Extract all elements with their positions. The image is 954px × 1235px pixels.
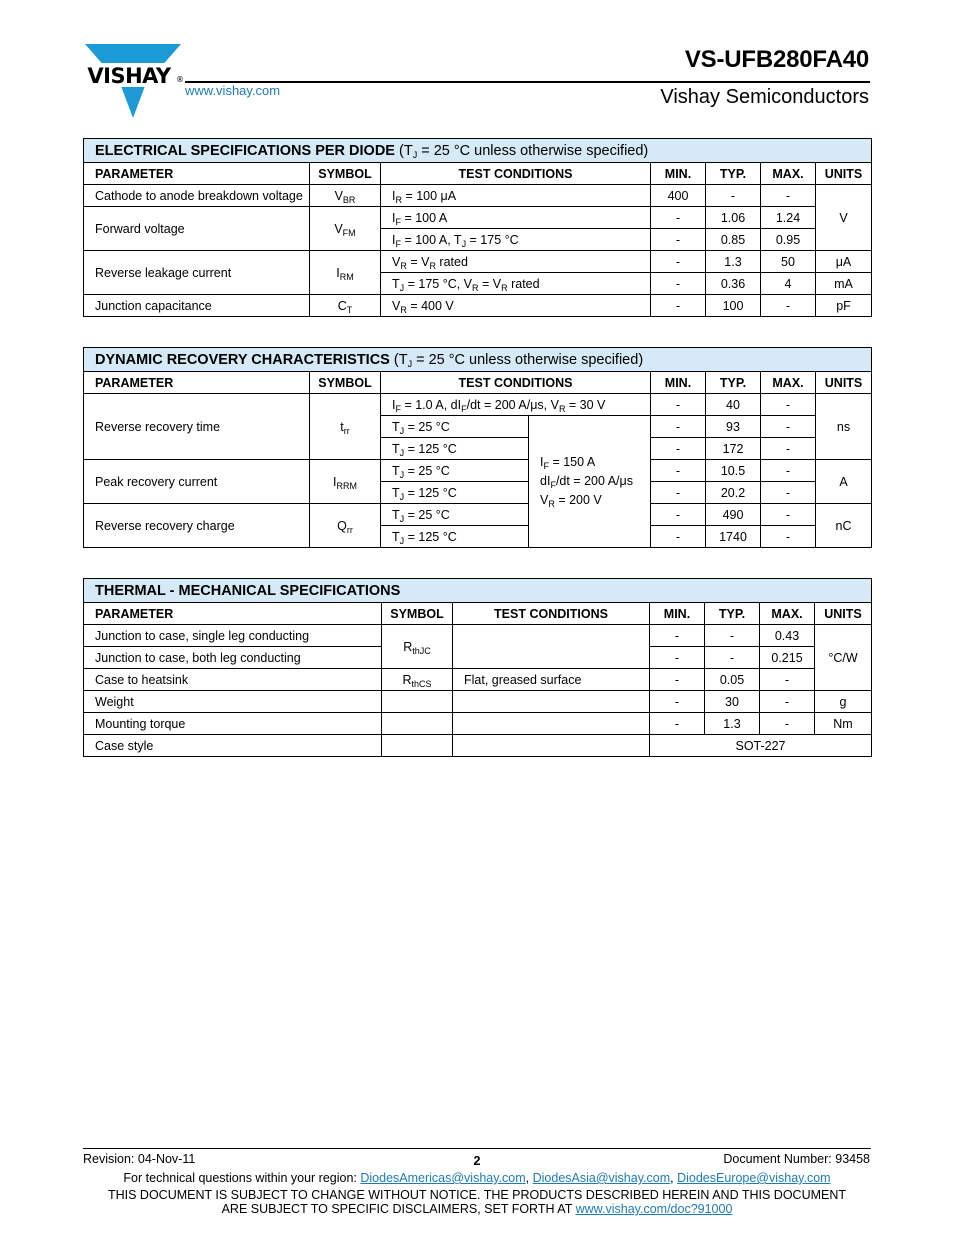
page-number: 2 bbox=[473, 1154, 481, 1168]
typ-cell: 40 bbox=[706, 394, 761, 416]
typ-cell: 20.2 bbox=[706, 482, 761, 504]
condition-cell: $I_R = 100$ μA bbox=[381, 185, 651, 207]
disclaimer-link[interactable]: www.vishay.com/doc?91000 bbox=[575, 1202, 733, 1216]
symbol-cell: $V_{FM}$ bbox=[310, 207, 381, 251]
shared-condition-line: $I_F = 150$ A bbox=[540, 455, 596, 471]
condition-cell: $T_J = 125$ °C bbox=[381, 438, 529, 460]
condition-cell: $I_F = 1.0$ A, $dI_F/dt = 200$ A/μs, $V_R = 30$ V bbox=[381, 394, 651, 416]
table-title: ELECTRICAL SPECIFICATIONS PER DIODE ($T_J = 25$ °C unless otherwise specified) bbox=[84, 139, 872, 163]
svg-text:VISHAY: VISHAY bbox=[87, 64, 171, 88]
symbol-cell: $C_T$ bbox=[310, 295, 381, 317]
typ-cell: 93 bbox=[706, 416, 761, 438]
col-min: MIN. bbox=[650, 603, 705, 625]
symbol-cell: $I_{RM}$ bbox=[310, 251, 381, 295]
footer-divider bbox=[83, 1148, 871, 1149]
symbol-cell: $V_{BR}$ bbox=[310, 185, 381, 207]
min-cell: - bbox=[650, 625, 705, 647]
units-cell: μA bbox=[816, 251, 872, 273]
column-header-row bbox=[84, 163, 872, 185]
table-row bbox=[84, 504, 872, 526]
min-cell: - bbox=[650, 647, 705, 669]
min-cell: - bbox=[651, 416, 706, 438]
condition-cell bbox=[453, 625, 650, 669]
email-americas-link[interactable]: DiodesAmericas@vishay.com bbox=[360, 1171, 526, 1185]
param-cell: Mounting torque bbox=[84, 713, 382, 735]
col-typ: TYP. bbox=[705, 603, 760, 625]
max-cell: 0.95 bbox=[761, 229, 816, 251]
typ-cell: 0.36 bbox=[706, 273, 761, 295]
min-cell: - bbox=[651, 273, 706, 295]
table-title-row bbox=[84, 348, 872, 372]
min-cell: - bbox=[651, 526, 706, 548]
col-test-conditions: TEST CONDITIONS bbox=[453, 603, 650, 625]
table-row bbox=[84, 394, 872, 416]
electrical-specifications-table bbox=[83, 138, 872, 317]
typ-cell: - bbox=[705, 625, 760, 647]
units-cell: nC bbox=[816, 504, 872, 548]
max-cell: 0.215 bbox=[760, 647, 815, 669]
min-cell: - bbox=[651, 394, 706, 416]
min-cell: - bbox=[651, 295, 706, 317]
thermal-mechanical-table bbox=[83, 578, 872, 757]
param-cell: Reverse recovery charge bbox=[84, 504, 310, 548]
units-cell: V bbox=[816, 185, 872, 251]
min-cell: - bbox=[651, 460, 706, 482]
col-max: MAX. bbox=[761, 163, 816, 185]
symbol-cell bbox=[382, 713, 453, 735]
max-cell: - bbox=[761, 295, 816, 317]
symbol-cell: $Q_{rr}$ bbox=[310, 504, 381, 548]
col-min: MIN. bbox=[651, 163, 706, 185]
max-cell: - bbox=[761, 185, 816, 207]
symbol-cell: $I_{RRM}$ bbox=[310, 460, 381, 504]
units-cell: Nm bbox=[815, 713, 872, 735]
disclaimer-line-2: ARE SUBJECT TO SPECIFIC DISCLAIMERS, SET FORTH AT www.vishay.com/doc?91000 bbox=[221, 1202, 733, 1216]
typ-cell: 172 bbox=[706, 438, 761, 460]
min-cell: - bbox=[651, 482, 706, 504]
typ-cell: 1740 bbox=[706, 526, 761, 548]
min-cell: - bbox=[651, 251, 706, 273]
symbol-cell bbox=[382, 735, 453, 757]
table-row bbox=[84, 669, 872, 691]
min-cell: - bbox=[651, 504, 706, 526]
max-cell: - bbox=[760, 713, 815, 735]
typ-cell: 30 bbox=[705, 691, 760, 713]
table-row bbox=[84, 735, 872, 757]
param-cell: Peak recovery current bbox=[84, 460, 310, 504]
condition-cell bbox=[453, 713, 650, 735]
condition-cell: $V_R = 400$ V bbox=[381, 295, 651, 317]
table-row bbox=[84, 713, 872, 735]
max-cell: - bbox=[761, 416, 816, 438]
contact-line: For technical questions within your region: DiodesAmericas@vishay.com, DiodesAsia@vishay.com, DiodesEurope@vishay.com bbox=[123, 1171, 831, 1185]
email-europe-link[interactable]: DiodesEurope@vishay.com bbox=[677, 1171, 831, 1185]
condition-cell: $I_F = 100$ A, $T_J = 175$ °C bbox=[381, 229, 651, 251]
email-asia-link[interactable]: DiodesAsia@vishay.com bbox=[532, 1171, 671, 1185]
table-row bbox=[84, 625, 872, 647]
min-cell: - bbox=[651, 229, 706, 251]
min-cell: - bbox=[650, 713, 705, 735]
col-symbol: SYMBOL bbox=[310, 372, 381, 394]
table-title-row bbox=[84, 139, 872, 163]
units-cell: g bbox=[815, 691, 872, 713]
max-cell: - bbox=[761, 526, 816, 548]
units-cell: pF bbox=[816, 295, 872, 317]
typ-cell: 1.3 bbox=[705, 713, 760, 735]
disclaimer-line-1: THIS DOCUMENT IS SUBJECT TO CHANGE WITHOUT NOTICE. THE PRODUCTS DESCRIBED HEREIN AND THIS DOCUMENT bbox=[107, 1188, 847, 1202]
shared-condition-cell bbox=[529, 416, 651, 548]
param-cell: Cathode to anode breakdown voltage bbox=[84, 185, 310, 207]
condition-cell: $I_F = 100$ A bbox=[381, 207, 651, 229]
max-cell: - bbox=[761, 460, 816, 482]
table-row bbox=[84, 185, 872, 207]
condition-cell bbox=[453, 735, 650, 757]
table-row bbox=[84, 460, 872, 482]
param-cell: Junction to case, single leg conducting bbox=[84, 625, 382, 647]
max-cell: 50 bbox=[761, 251, 816, 273]
param-cell: Reverse leakage current bbox=[84, 251, 310, 295]
col-parameter: PARAMETER bbox=[84, 372, 310, 394]
table-row bbox=[84, 691, 872, 713]
symbol-cell bbox=[382, 691, 453, 713]
col-typ: TYP. bbox=[706, 163, 761, 185]
param-cell: Junction capacitance bbox=[84, 295, 310, 317]
col-units: UNITS bbox=[816, 163, 872, 185]
min-cell: - bbox=[651, 438, 706, 460]
vishay-logo bbox=[83, 44, 183, 125]
col-parameter: PARAMETER bbox=[84, 603, 382, 625]
max-cell: 1.24 bbox=[761, 207, 816, 229]
case-style-value: SOT-227 bbox=[650, 735, 872, 757]
max-cell: 0.43 bbox=[760, 625, 815, 647]
col-typ: TYP. bbox=[706, 372, 761, 394]
revision-date: Revision: 04-Nov-11 bbox=[83, 1152, 196, 1166]
condition-cell bbox=[453, 691, 650, 713]
units-cell: A bbox=[816, 460, 872, 504]
contact-prefix: For technical questions within your region: bbox=[123, 1171, 361, 1185]
col-min: MIN. bbox=[651, 372, 706, 394]
param-cell: Case to heatsink bbox=[84, 669, 382, 691]
min-cell: - bbox=[650, 691, 705, 713]
dynamic-recovery-table bbox=[83, 347, 872, 548]
typ-cell: - bbox=[705, 647, 760, 669]
part-number-title: VS-UFB280FA40 bbox=[684, 46, 869, 73]
col-symbol: SYMBOL bbox=[382, 603, 453, 625]
table-title: DYNAMIC RECOVERY CHARACTERISTICS ($T_J = 25$ °C unless otherwise specified) bbox=[84, 348, 872, 372]
company-name: Vishay Semiconductors bbox=[660, 86, 869, 108]
condition-cell: $T_J = 125$ °C bbox=[381, 482, 529, 504]
col-symbol: SYMBOL bbox=[310, 163, 381, 185]
units-cell: ns bbox=[816, 394, 872, 460]
typ-cell: 490 bbox=[706, 504, 761, 526]
col-units: UNITS bbox=[815, 603, 872, 625]
table-row bbox=[84, 295, 872, 317]
param-cell: Case style bbox=[84, 735, 382, 757]
table-title: THERMAL - MECHANICAL SPECIFICATIONS bbox=[84, 579, 872, 603]
param-cell: Junction to case, both leg conducting bbox=[84, 647, 382, 669]
column-header-row bbox=[84, 372, 872, 394]
typ-cell: 1.06 bbox=[706, 207, 761, 229]
max-cell: - bbox=[761, 438, 816, 460]
max-cell: - bbox=[760, 669, 815, 691]
table-row bbox=[84, 251, 872, 273]
condition-cell: $T_J = 25$ °C bbox=[381, 460, 529, 482]
condition-cell: $V_R = V_R$ rated bbox=[381, 251, 651, 273]
col-units: UNITS bbox=[816, 372, 872, 394]
param-cell: Weight bbox=[84, 691, 382, 713]
website-link[interactable]: www.vishay.com bbox=[185, 83, 281, 98]
typ-cell: 0.85 bbox=[706, 229, 761, 251]
condition-cell: Flat, greased surface bbox=[453, 669, 650, 691]
table-row bbox=[84, 207, 872, 229]
min-cell: - bbox=[650, 669, 705, 691]
units-cell: °C/W bbox=[815, 625, 872, 691]
shared-condition-line: $V_R = 200$ V bbox=[540, 493, 602, 509]
min-cell: - bbox=[651, 207, 706, 229]
units-cell: mA bbox=[816, 273, 872, 295]
column-header-row bbox=[84, 603, 872, 625]
col-test-conditions: TEST CONDITIONS bbox=[381, 372, 651, 394]
document-number: Document Number: 93458 bbox=[723, 1152, 870, 1166]
col-max: MAX. bbox=[760, 603, 815, 625]
header-divider bbox=[185, 81, 870, 83]
condition-cell: $T_J = 25$ °C bbox=[381, 504, 529, 526]
col-test-conditions: TEST CONDITIONS bbox=[381, 163, 651, 185]
typ-cell: 1.3 bbox=[706, 251, 761, 273]
condition-cell: $T_J = 25$ °C bbox=[381, 416, 529, 438]
col-max: MAX. bbox=[761, 372, 816, 394]
col-parameter: PARAMETER bbox=[84, 163, 310, 185]
typ-cell: 0.05 bbox=[705, 669, 760, 691]
max-cell: 4 bbox=[761, 273, 816, 295]
table-title-row bbox=[84, 579, 872, 603]
param-cell: Forward voltage bbox=[84, 207, 310, 251]
condition-cell: $T_J = 175$ °C, $V_R = V_R$ rated bbox=[381, 273, 651, 295]
max-cell: - bbox=[761, 482, 816, 504]
typ-cell: 100 bbox=[706, 295, 761, 317]
symbol-cell: $R_{thCS}$ bbox=[382, 669, 453, 691]
shared-condition-line: $dI_F/dt = 200$ A/μs bbox=[540, 474, 633, 490]
typ-cell: - bbox=[706, 185, 761, 207]
typ-cell: 10.5 bbox=[706, 460, 761, 482]
param-cell: Reverse recovery time bbox=[84, 394, 310, 460]
condition-cell: $T_J = 125$ °C bbox=[381, 526, 529, 548]
max-cell: - bbox=[761, 394, 816, 416]
max-cell: - bbox=[760, 691, 815, 713]
symbol-cell: $t_{rr}$ bbox=[310, 394, 381, 460]
svg-text:®: ® bbox=[176, 75, 184, 84]
max-cell: - bbox=[761, 504, 816, 526]
min-cell: 400 bbox=[651, 185, 706, 207]
symbol-cell: $R_{thJC}$ bbox=[382, 625, 453, 669]
